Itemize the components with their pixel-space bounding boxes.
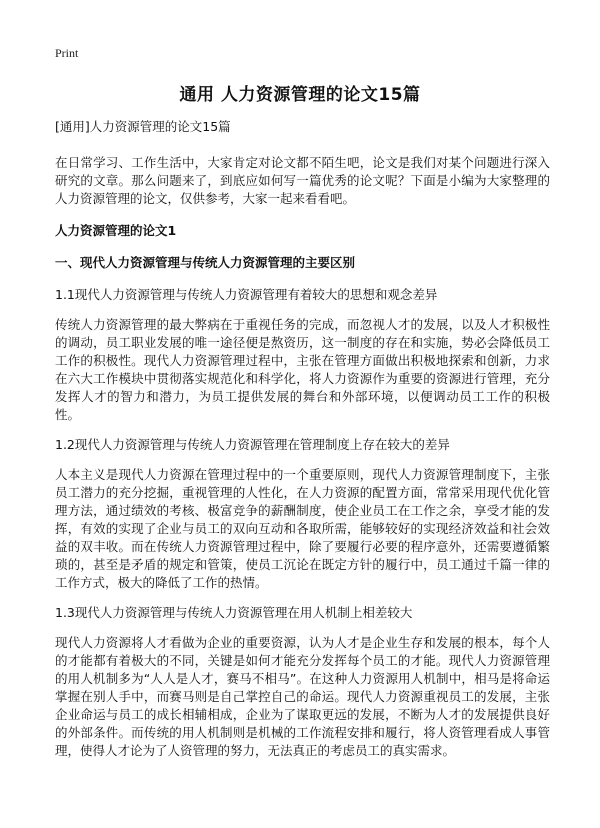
article-content [55, 118, 550, 772]
page-title: 通用 人力资源管理的论文15篇 [179, 85, 421, 105]
document-subtitle: [通用]人力资源管理的论文15篇 [55, 119, 231, 134]
subsection-body-3: 现代人力资源将人才看做为企业的重要资源，认为人才是企业生存和发展的根本，每个人的才能都有着极大的不同，关键是如何才能充分发挥每个员工的才能。现代人力资源管理的用人机制多为“人人是人才，赛马不相马”。在这种人力资源用人机制中，相马是将命运掌握在别人手中，而赛马则是自己掌控自己的命运。现代人力资源重视员工的发展，主张企业命运与员工的成长相辅相成，企业为了谋取更远的发展，不断为人才的发展提供良好的外部条件。而传统的用人机制则是机械的工作流程安排和履行，将人资管理看成人事管理，使得人才论为了人资管理的努力，无法真正的考虑员工的真实需求。 [55, 635, 550, 758]
section-heading: 一、现代人力资源管理与传统人力资源管理的主要区别 [55, 255, 356, 270]
essay-heading: 人力资源管理的论文1 [55, 223, 177, 238]
subsection-body-2: 人本主义是现代人力资源在管理过程中的一个重要原则，现代人力资源管理制度下，主张员工潜力的充分挖掘，重视管理的人性化，在人力资源的配置方面，常常采用现代优化管理方法，通过绩效的考核、极富竞争的薪酬制度，使企业员工在工作之余，享受才能的发挥，有效的实现了企业与员工的双向互动和各取所需，能够较好的实现经济效益和社会效益的双丰收。而在传统人力资源管理过程中，除了要履行必要的程序意外，还需要遵循繁琐的，甚至是矛盾的规定和管策，使员工沉论在既定方针的履行中，员工通过千篇一律的工作方式，极大的降低了工作的热情。 [55, 467, 550, 590]
subsection-heading-3: 1.3现代人力资源管理与传统人力资源管理在用人机制上相差较大 [55, 605, 413, 620]
subsection-body-1: 传统人力资源管理的最大弊病在于重视任务的完成，而忽视人才的发展，以及人才积极性的调动，员工职业发展的唯一途径便是熬资历，这一制度的存在和实施，势必会降低员工工作的积极性。现代人力资源管理过程中，主张在管理方面做出积极地探索和创新，力求在六大工作模块中贯彻落实规范化和科学化，将人力资源作为重要的资源进行管理，充分发挥人才的智力和潜力，为员工提供发展的舞台和外部环境，以便调动员工工作的积极性。 [55, 317, 550, 422]
intro-paragraph: 在日常学习、工作生活中，大家肯定对论文都不陌生吧，论文是我们对某个问题进行深入研究的文章。那么问题来了，到底应如何写一篇优秀的论文呢？下面是小编为大家整理的人力资源管理的论文，仅供参考，大家一起来看看吧。 [55, 155, 550, 206]
print-link[interactable]: Print [55, 46, 79, 60]
subsection-heading-1: 1.1现代人力资源管理与传统人力资源管理有着较大的思想和观念差异 [55, 287, 438, 302]
subsection-heading-2: 1.2现代人力资源管理与传统人力资源管理在管理制度上存在较大的差异 [55, 437, 450, 452]
